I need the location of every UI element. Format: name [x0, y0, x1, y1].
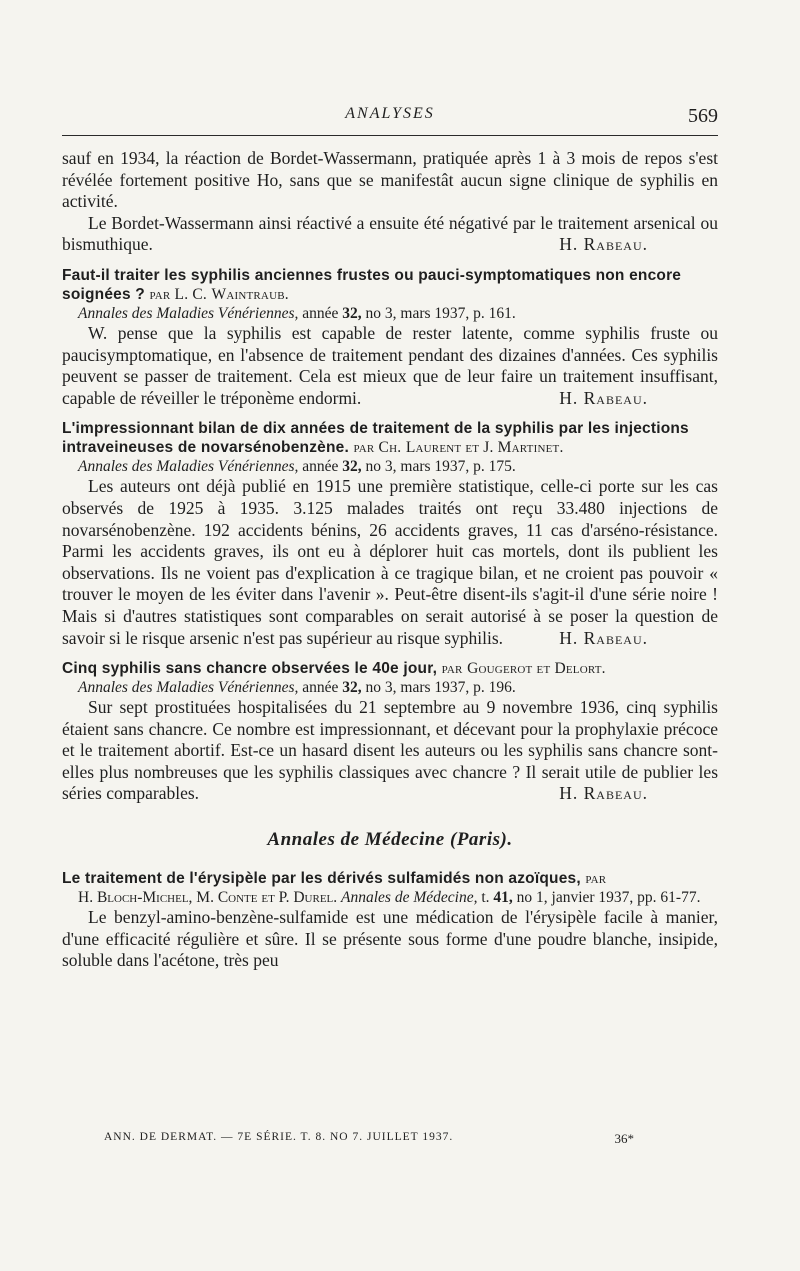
entry-reference: Annales des Maladies Vénériennes, année 32, no 3, mars 1937, p. 175. — [78, 458, 516, 476]
entry-reference: Annales des Maladies Vénériennes, année 32, no 3, mars 1937, p. 161. — [78, 304, 516, 322]
intro-text: Le Bordet-Wassermann ainsi réactivé a ensuite été négativé par le traitement arsenical ou bismuthique. — [62, 212, 718, 255]
abstract-entry — [62, 659, 718, 805]
page-footer — [104, 1131, 634, 1147]
article-body — [62, 148, 718, 972]
document-page — [62, 100, 718, 972]
entry-title: Cinq syphilis sans chancre observées le 40e jour, par Gougerot et Delort. — [62, 660, 606, 678]
page-header — [62, 100, 718, 134]
signature: H. Rabeau. — [559, 783, 648, 804]
intro-paragraph-2 — [62, 213, 718, 256]
entry-reference: Annales des Maladies Vénériennes, année 32, no 3, mars 1937, p. 196. — [78, 679, 516, 697]
header-rule — [62, 135, 718, 136]
entry-body: Sur sept prostituées hospitalisées du 21 septembre au 9 novembre 1936, cinq syphilis étaient sans chancre. Ce nombre est impressionnant, et décevant pour la prophylaxie précoce et le traitement abortif. Est-ce un hasard disent les auteurs ou les syphilis sans chancre sont-elles plus nombreuses que les syphilis classiques avec chancre ? Il serait utile de publier les séries comparables. H. Rabeau. — [62, 697, 718, 804]
entry-title: Faut-il traiter les syphilis anciennes frustes ou pauci-symptomatiques non encore soignées ? par L. C. Waintraub. — [62, 266, 682, 303]
entry-body: Le benzyl-amino-benzène-sulfamide est une médication de l'érysipèle facile à manier, d'une efficacité régulière et sûre. Il se présente sous forme d'une poudre blanche, insipide, soluble dans l'acétone, très peu — [62, 907, 718, 971]
footer-citation: ANN. DE DERMAT. — 7E SÉRIE. T. 8. NO 7. JUILLET 1937. — [104, 1131, 454, 1143]
abstract-entry — [62, 869, 718, 972]
entry-title: Le traitement de l'érysipèle par les dérivés sulfamidés non azoïques, par — [62, 870, 607, 888]
entry-body: W. pense que la syphilis est capable de rester latente, comme syphilis fruste ou paucisymptomatique, en l'absence de traitement pendant des dizaines d'années. Ces syphilis peuvent se passer de traitement. Cela est mieux que de leur faire un traitement insuffisant, capable de réveiller le tréponème endormi. H. Rabeau. — [62, 322, 718, 408]
signature-mark: 36* — [614, 1131, 634, 1146]
entry-body: Les auteurs ont déjà publié en 1915 une première statistique, celle-ci porte sur les cas observés de 1925 à 1935. 3.125 malades traités ont reçu 33.480 injections de novarsénobenzène. 192 accidents bénins, 26 accidents graves, 11 cas d'arséno-résistance. Parmi les accidents graves, ils ont eu à déplorer huit cas mortels, dont ils publient les observations. Ils ne voient pas d'explication à ce tragique bilan, et ne croient pas pouvoir « trouver le moyen de les éviter dans l'avenir ». Peut-être disent-ils s'agit-il d'une série noire ! Mais si d'autres statistiques sont comparables on serait autorisé à se poser la question de savoir si le risque arsenic n'est pas supérieur au risque syphilis. H. Rabeau. — [62, 476, 718, 648]
page-number: 569 — [688, 105, 718, 127]
section-title: Annales de Médecine (Paris). — [267, 829, 513, 851]
signature: H. Rabeau. — [559, 234, 648, 255]
signature: H. Rabeau. — [559, 387, 648, 408]
entry-reference: H. Bloch-Michel, M. Conte et P. Durel. Annales de Médecine, t. 41, no 1, janvier 1937, pp. 61-77. — [78, 889, 701, 907]
abstract-entry — [62, 419, 718, 649]
signature: H. Rabeau. — [559, 627, 648, 648]
intro-paragraph: sauf en 1934, la réaction de Bordet-Wassermann, pratiquée après 1 à 3 mois de repos s'est révélée fortement positive Ho, sans que se manifestât aucun signe clinique de syphilis en activité. — [62, 148, 718, 212]
running-title: ANALYSES — [345, 105, 435, 122]
entry-title: L'impressionnant bilan de dix années de traitement de la syphilis par les injections intraveineuses de novarsénobenzène. par Ch. Laurent et J. Martinet. — [62, 420, 689, 457]
abstract-entry — [62, 266, 718, 409]
